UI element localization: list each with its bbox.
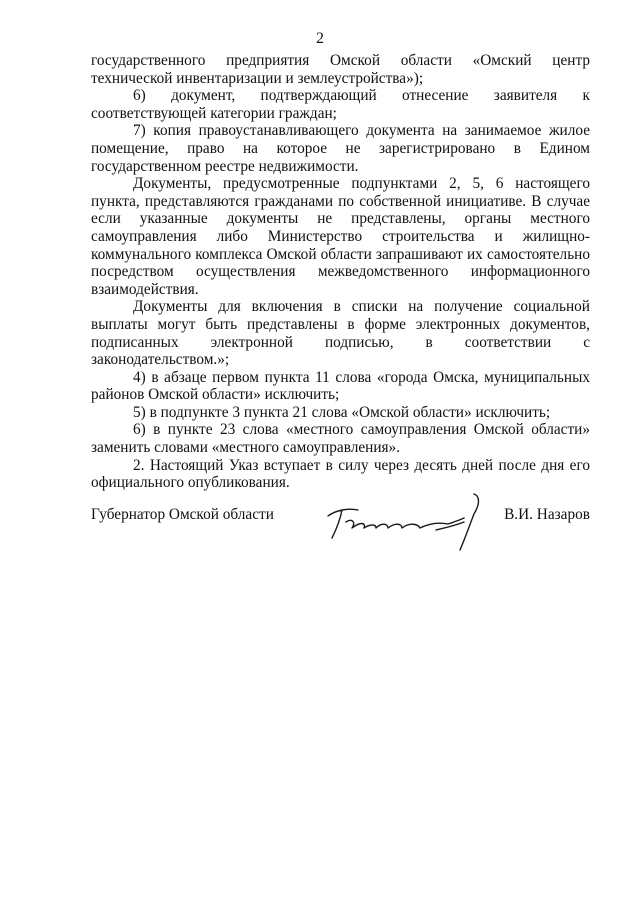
paragraph: 6) документ, подтверждающий отнесение заявителя к соответствующей категории граждан; (91, 87, 590, 122)
paragraph: государственного предприятия Омской области «Омский центр технической инвентаризации и землеустройства»); (91, 52, 590, 87)
paragraph: 7) копия правоустанавливающего документа на занимаемое жилое помещение, право на которое не зарегистрировано в Едином государственном реестре недвижимости. (91, 122, 590, 175)
paragraph: 2. Настоящий Указ вступает в силу через десять дней после дня его официального опубликования. (91, 456, 590, 492)
handwritten-signature-icon (324, 492, 499, 552)
paragraph: 4) в абзаце первом пункта 11 слова «города Омска, муниципальных районов Омской области» исключить; (91, 368, 590, 404)
paragraph: 6) в пункте 23 слова «местного самоуправления Омской области» заменить словами «местного самоуправления». (91, 421, 590, 457)
page-number: 2 (316, 30, 324, 47)
paragraph: 5) в подпункте 3 пункта 21 слова «Омской области» исключить; (133, 403, 551, 421)
signatory-position: Губернатор Омской области (91, 506, 274, 523)
signatory-name: В.И. Назаров (504, 506, 590, 523)
document-body (91, 52, 590, 492)
paragraph: Документы для включения в списки на получение социальной выплаты могут быть представлены в форме электронных документов, подписанных электронной подписью, в соответствии с законодательством.»; (91, 298, 590, 369)
signature-block (91, 492, 590, 552)
paragraph: Документы, предусмотренные подпунктами 2, 5, 6 настоящего пункта, представляются гражданами по собственной инициативе. В случае если указанные документы не представлены, органы местного самоуправления либо Министерство строительства и жилищно-коммунального комплекса Омской области запрашивают их самостоятельно посредством осуществления межведомственного информационного взаимодействия. (91, 175, 590, 298)
